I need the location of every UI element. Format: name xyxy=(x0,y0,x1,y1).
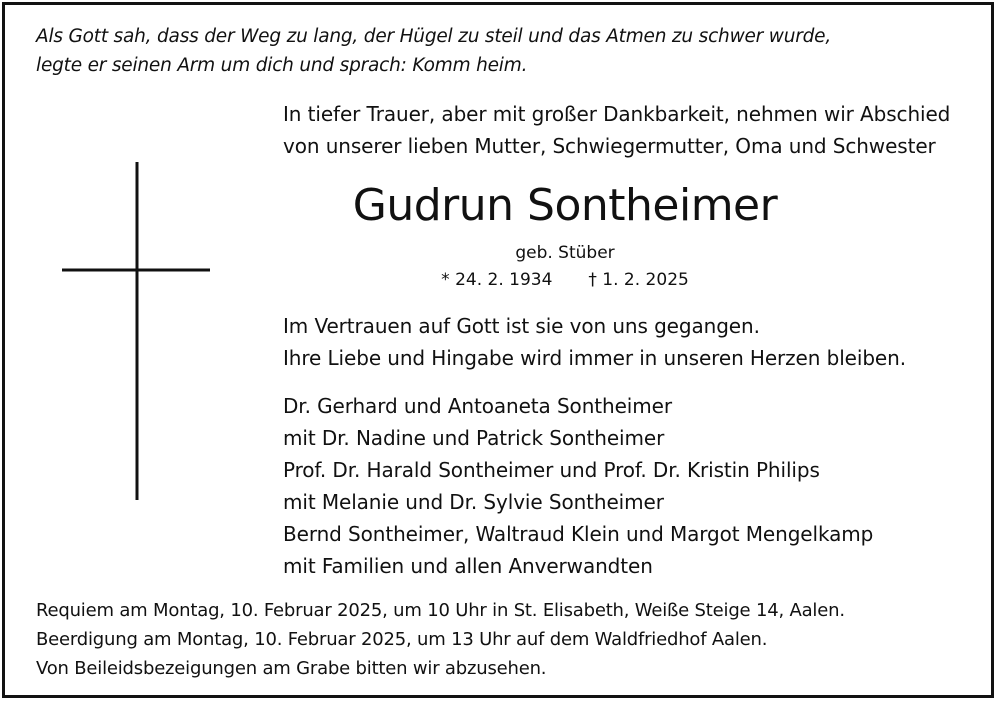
notice-line: Requiem am Montag, 10. Februar 2025, um 10 Uhr in St. Elisabeth, Weiße Steige 14, Aalen. xyxy=(36,600,845,621)
poem-line: legte er seinen Arm um dich und sprach: Komm heim. xyxy=(36,55,528,76)
intro-text xyxy=(283,98,983,162)
poem-line: Als Gott sah, dass der Weg zu lang, der Hügel zu steil und das Atmen zu schwer wurde, xyxy=(36,26,832,47)
notice-line: Von Beileidsbezeigungen am Grabe bitten wir abzusehen. xyxy=(36,658,547,679)
family-line: mit Melanie und Dr. Sylvie Sontheimer xyxy=(283,490,664,514)
verse-line: Im Vertrauen auf Gott ist sie von uns gegangen. xyxy=(283,314,760,338)
death-date: † 1. 2. 2025 xyxy=(588,270,689,290)
family-line: Bernd Sontheimer, Waltraud Klein und Margot Mengelkamp xyxy=(283,522,874,546)
poem-quote xyxy=(36,22,956,80)
cross-icon xyxy=(62,162,212,502)
verse-line: Ihre Liebe und Hingabe wird immer in unseren Herzen bleiben. xyxy=(283,346,906,370)
service-notice xyxy=(36,596,976,683)
family-line: mit Familien und allen Anverwandten xyxy=(283,554,653,578)
family-line: mit Dr. Nadine und Patrick Sontheimer xyxy=(283,426,665,450)
memorial-verse xyxy=(283,310,983,374)
maiden-name: geb. Stüber xyxy=(515,243,615,263)
notice-line: Beerdigung am Montag, 10. Februar 2025, um 13 Uhr auf dem Waldfriedhof Aalen. xyxy=(36,629,768,650)
deceased-name: Gudrun Sontheimer xyxy=(352,180,778,231)
family-line: Prof. Dr. Harald Sontheimer und Prof. Dr. Kristin Philips xyxy=(283,458,820,482)
birth-date: * 24. 2. 1934 xyxy=(441,270,553,290)
intro-line: In tiefer Trauer, aber mit großer Dankbarkeit, nehmen wir Abschied xyxy=(283,102,951,126)
life-dates xyxy=(280,267,850,293)
family-line: Dr. Gerhard und Antoaneta Sontheimer xyxy=(283,394,672,418)
intro-line: von unserer lieben Mutter, Schwiegermutter, Oma und Schwester xyxy=(283,134,936,158)
family-list xyxy=(283,390,983,582)
